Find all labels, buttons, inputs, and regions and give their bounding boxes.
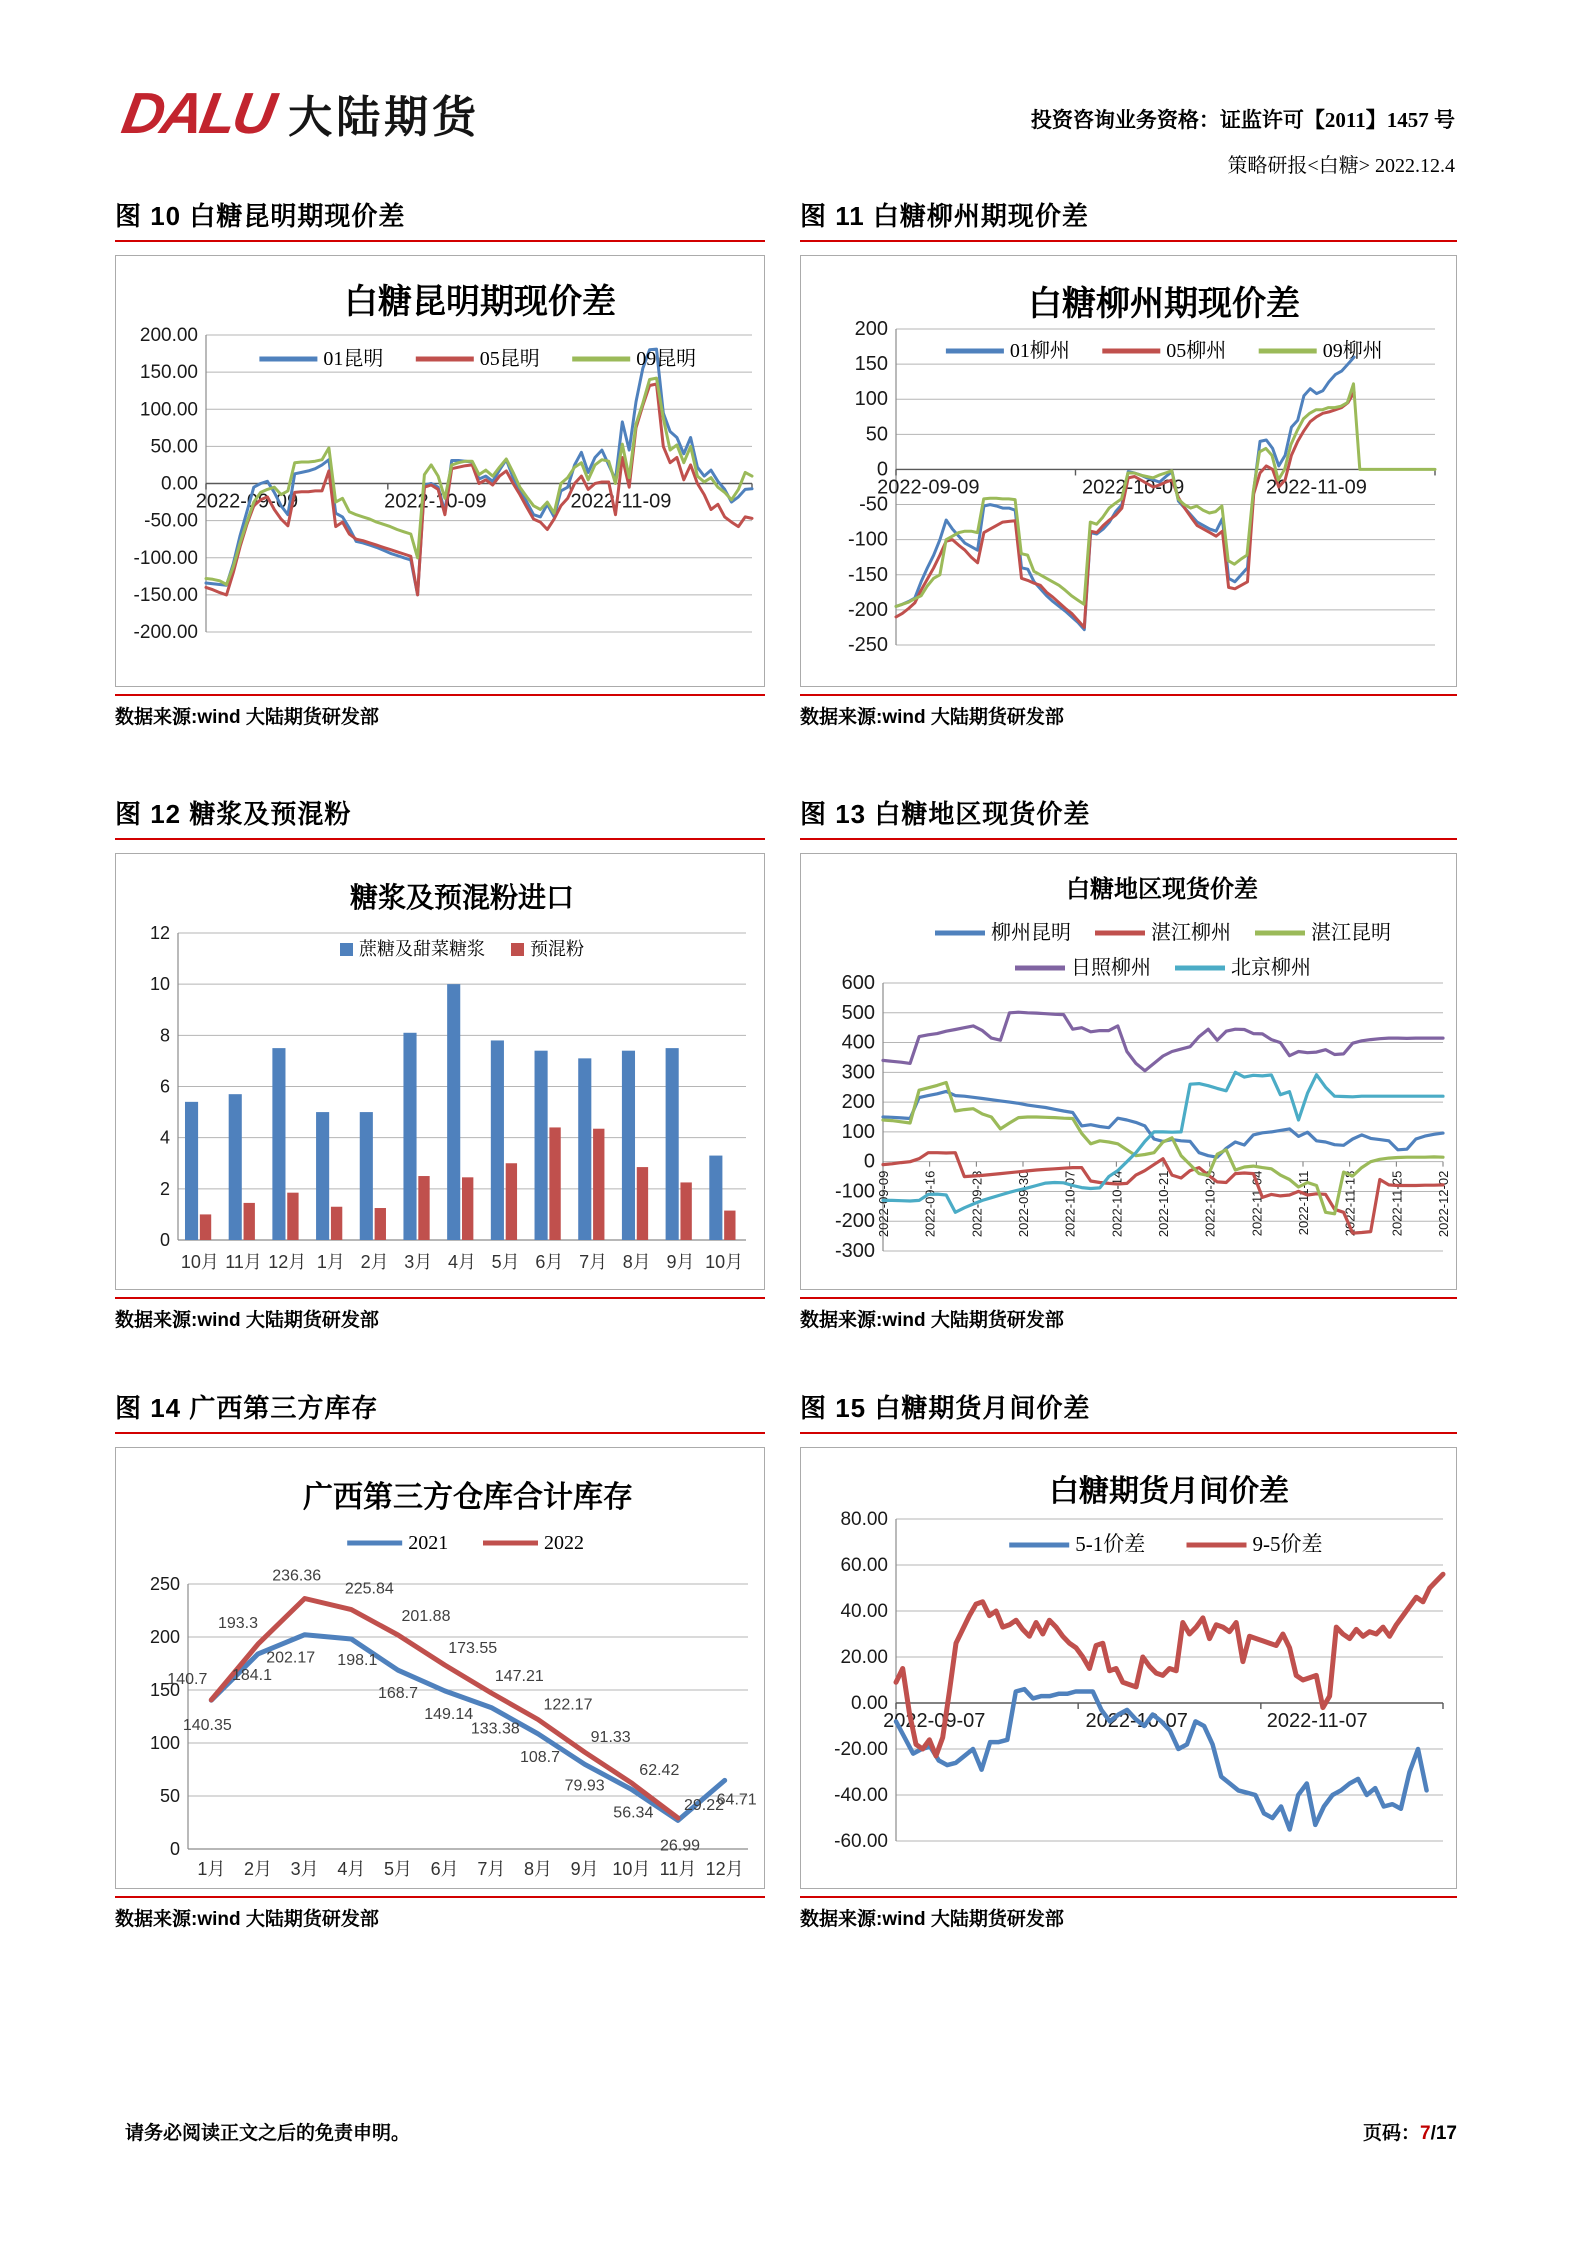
heading-rule <box>800 240 1457 242</box>
report-title-line: 策略研报<白糖> 2022.12.4 <box>1227 155 1455 177</box>
svg-text:7月: 7月 <box>579 1252 608 1272</box>
svg-text:400: 400 <box>841 1031 875 1054</box>
svg-text:2022-12-02: 2022-12-02 <box>1436 1170 1451 1238</box>
svg-text:250: 250 <box>149 1574 180 1594</box>
svg-text:-200: -200 <box>847 598 888 621</box>
data-source-label: 数据来源:wind 大陆期货研发部 <box>115 707 379 728</box>
svg-text:7月: 7月 <box>477 1859 506 1879</box>
svg-text:8月: 8月 <box>523 1859 553 1879</box>
svg-text:-60.00: -60.00 <box>834 1831 888 1852</box>
svg-text:168.7: 168.7 <box>377 1685 419 1703</box>
svg-text:9-5价差: 9-5价差 <box>1252 1532 1323 1556</box>
svg-text:蔗糖及甜菜糖浆: 蔗糖及甜菜糖浆 <box>359 939 485 959</box>
svg-text:2022-09-09: 2022-09-09 <box>876 1170 891 1238</box>
svg-text:9月: 9月 <box>666 1252 695 1272</box>
svg-text:糖浆及预混粉进口: 糖浆及预混粉进口 <box>349 883 575 914</box>
svg-text:2022-09-09: 2022-09-09 <box>877 476 980 499</box>
svg-text:62.42: 62.42 <box>639 1761 680 1779</box>
svg-text:-40.00: -40.00 <box>834 1785 888 1806</box>
svg-text:2022-10-21: 2022-10-21 <box>1156 1170 1171 1238</box>
svg-text:-250: -250 <box>847 634 888 656</box>
svg-text:预混粉: 预混粉 <box>530 939 584 959</box>
svg-text:4月: 4月 <box>447 1252 477 1272</box>
svg-text:108.7: 108.7 <box>519 1748 561 1766</box>
svg-text:50: 50 <box>159 1786 180 1806</box>
heading-rule <box>115 240 765 242</box>
svg-text:-20.00: -20.00 <box>834 1739 888 1760</box>
svg-text:2022-09-23: 2022-09-23 <box>969 1170 985 1238</box>
svg-text:5月: 5月 <box>383 1859 413 1879</box>
figure-15-chart-frame <box>800 1447 1457 1889</box>
svg-text:2022-09-30: 2022-09-30 <box>1016 1170 1031 1238</box>
svg-text:202.17: 202.17 <box>266 1649 316 1667</box>
svg-text:2022-10-07: 2022-10-07 <box>1085 1710 1188 1732</box>
svg-text:184.1: 184.1 <box>231 1666 273 1684</box>
svg-text:柳州昆明: 柳州昆明 <box>991 922 1071 944</box>
svg-text:500: 500 <box>841 1001 875 1024</box>
svg-text:5-1价差: 5-1价差 <box>1075 1532 1146 1556</box>
svg-text:10月: 10月 <box>180 1252 219 1272</box>
svg-text:100.00: 100.00 <box>139 399 198 421</box>
liuzhou-basis-chart <box>801 256 1456 686</box>
svg-text:广西第三方仓库合计库存: 广西第三方仓库合计库存 <box>303 1481 633 1514</box>
svg-text:150: 150 <box>854 353 888 376</box>
figure-10-section <box>115 196 765 729</box>
data-source-label: 数据来源:wind 大陆期货研发部 <box>800 1310 1064 1331</box>
svg-text:200: 200 <box>841 1091 875 1114</box>
header-meta <box>1031 104 1455 178</box>
svg-text:122.17: 122.17 <box>543 1696 593 1714</box>
svg-text:8月: 8月 <box>622 1252 651 1272</box>
svg-text:3月: 3月 <box>404 1252 433 1272</box>
svg-text:3月: 3月 <box>290 1859 319 1879</box>
guangxi-warehouse-inventory-chart <box>116 1448 764 1888</box>
chart-rule <box>800 1297 1457 1299</box>
svg-text:2月: 2月 <box>360 1252 389 1272</box>
data-source-label: 数据来源:wind 大陆期货研发部 <box>115 1909 379 1930</box>
svg-text:2022-10-09: 2022-10-09 <box>1082 476 1185 499</box>
svg-text:173.55: 173.55 <box>448 1640 498 1658</box>
svg-text:11月: 11月 <box>659 1859 697 1879</box>
svg-text:140.35: 140.35 <box>182 1717 232 1735</box>
svg-text:2022-10-28: 2022-10-28 <box>1202 1170 1218 1238</box>
svg-text:100: 100 <box>841 1120 875 1143</box>
svg-text:湛江昆明: 湛江昆明 <box>1311 922 1391 944</box>
logo-company-name: 大陆期货 <box>288 93 481 143</box>
figure-12-heading: 图 12 糖浆及预混粉 <box>115 799 352 829</box>
svg-text:150.00: 150.00 <box>139 362 198 384</box>
svg-text:0: 0 <box>159 1230 170 1250</box>
figure-12-chart-frame <box>115 853 765 1290</box>
svg-text:26.99: 26.99 <box>659 1837 701 1855</box>
heading-rule <box>115 1432 765 1434</box>
svg-text:0.00: 0.00 <box>161 473 198 495</box>
svg-text:2022-09-07: 2022-09-07 <box>883 1710 986 1732</box>
heading-rule <box>800 838 1457 840</box>
data-source-label: 数据来源:wind 大陆期货研发部 <box>800 1909 1064 1930</box>
svg-text:09柳州: 09柳州 <box>1322 340 1383 362</box>
page-number-current: 7 <box>1420 2123 1431 2144</box>
disclaimer-text: 请务必阅读正文之后的免责申明。 <box>125 2123 411 2144</box>
svg-text:12: 12 <box>149 923 170 943</box>
svg-text:80.00: 80.00 <box>840 1509 888 1530</box>
svg-text:149.14: 149.14 <box>424 1705 474 1723</box>
chart-rule <box>800 1896 1457 1898</box>
svg-text:11月: 11月 <box>225 1252 262 1272</box>
svg-text:29.22: 29.22 <box>683 1797 725 1815</box>
svg-text:-50: -50 <box>859 493 888 516</box>
figure-13-chart-frame <box>800 853 1457 1290</box>
svg-text:600: 600 <box>841 972 875 994</box>
svg-text:100: 100 <box>854 388 888 411</box>
svg-text:-300: -300 <box>834 1240 875 1262</box>
svg-text:12月: 12月 <box>705 1859 744 1879</box>
svg-text:2022-10-09: 2022-10-09 <box>384 490 487 513</box>
figure-13-heading: 图 13 白糖地区现货价差 <box>800 799 1091 829</box>
svg-text:2022-11-11: 2022-11-11 <box>1296 1170 1311 1236</box>
svg-text:2022-11-18: 2022-11-18 <box>1342 1170 1358 1237</box>
figure-11-chart-frame <box>800 255 1457 687</box>
svg-text:05柳州: 05柳州 <box>1166 340 1227 362</box>
syrup-premix-import-chart <box>116 854 764 1289</box>
svg-text:09昆明: 09昆明 <box>636 348 697 370</box>
svg-text:150: 150 <box>149 1680 180 1700</box>
figure-14-heading: 图 14 广西第三方库存 <box>115 1393 379 1423</box>
figure-11-heading: 图 11 白糖柳州期现价差 <box>800 201 1089 231</box>
svg-text:6月: 6月 <box>430 1859 459 1879</box>
svg-text:0: 0 <box>169 1839 180 1859</box>
kunming-basis-chart <box>116 256 764 686</box>
figure-14-section <box>115 1388 765 1931</box>
chart-rule <box>115 1297 765 1299</box>
svg-text:2022-11-07: 2022-11-07 <box>1266 1710 1368 1732</box>
svg-text:2022-10-07: 2022-10-07 <box>1062 1170 1078 1238</box>
svg-text:1月: 1月 <box>316 1252 345 1272</box>
svg-text:2月: 2月 <box>243 1859 273 1879</box>
svg-text:9月: 9月 <box>570 1859 599 1879</box>
svg-text:6: 6 <box>159 1076 170 1097</box>
svg-text:236.36: 236.36 <box>272 1567 322 1585</box>
svg-text:64.71: 64.71 <box>716 1791 757 1809</box>
chart-rule <box>115 1896 765 1898</box>
logo-dalu-wordmark: DALU <box>117 81 278 146</box>
svg-text:4: 4 <box>159 1127 170 1148</box>
svg-text:50: 50 <box>865 423 888 446</box>
svg-text:-150: -150 <box>847 563 888 586</box>
svg-text:0.00: 0.00 <box>851 1693 888 1714</box>
heading-rule <box>115 838 765 840</box>
svg-text:50.00: 50.00 <box>150 436 198 458</box>
svg-text:4月: 4月 <box>337 1859 366 1879</box>
svg-text:40.00: 40.00 <box>840 1601 888 1622</box>
svg-text:300: 300 <box>841 1061 875 1084</box>
svg-text:-200: -200 <box>834 1210 875 1233</box>
svg-text:10月: 10月 <box>705 1252 744 1272</box>
svg-text:198.1: 198.1 <box>337 1652 378 1670</box>
svg-text:2022: 2022 <box>544 1532 584 1554</box>
svg-text:0: 0 <box>876 458 888 481</box>
svg-text:白糖期货月间价差: 白糖期货月间价差 <box>1049 1475 1289 1508</box>
svg-text:05昆明: 05昆明 <box>479 348 540 370</box>
svg-text:白糖地区现货价差: 白糖地区现货价差 <box>1066 877 1258 903</box>
svg-text:白糖柳州期现价差: 白糖柳州期现价差 <box>1028 286 1300 323</box>
svg-text:6月: 6月 <box>535 1252 564 1272</box>
svg-text:-100: -100 <box>847 528 888 551</box>
svg-text:2022-11-09: 2022-11-09 <box>570 490 672 513</box>
svg-text:200.00: 200.00 <box>139 325 198 346</box>
svg-text:2022-11-09: 2022-11-09 <box>1266 476 1367 499</box>
svg-text:2022-09-09: 2022-09-09 <box>195 490 299 513</box>
svg-text:01柳州: 01柳州 <box>1009 340 1070 362</box>
figure-14-chart-frame <box>115 1447 765 1889</box>
figure-15-section <box>800 1388 1457 1931</box>
svg-text:-200.00: -200.00 <box>133 622 198 643</box>
svg-text:1月: 1月 <box>197 1859 226 1879</box>
svg-text:2: 2 <box>159 1178 170 1199</box>
figure-10-heading: 图 10 白糖昆明期现价差 <box>115 201 406 231</box>
svg-text:133.38: 133.38 <box>470 1720 520 1738</box>
company-logo <box>117 81 481 146</box>
svg-text:193.3: 193.3 <box>217 1615 259 1633</box>
svg-text:10: 10 <box>149 974 170 995</box>
svg-text:-50.00: -50.00 <box>144 510 198 532</box>
data-source-label: 数据来源:wind 大陆期货研发部 <box>115 1310 379 1331</box>
svg-text:日照柳州: 日照柳州 <box>1071 957 1151 979</box>
svg-text:2021: 2021 <box>408 1532 449 1554</box>
calendar-spread-chart <box>801 1448 1456 1888</box>
svg-text:-100.00: -100.00 <box>133 547 198 569</box>
svg-text:白糖昆明期现价差: 白糖昆明期现价差 <box>344 284 616 321</box>
svg-text:8: 8 <box>159 1025 170 1046</box>
svg-text:2022-09-16: 2022-09-16 <box>922 1170 938 1238</box>
svg-text:湛江柳州: 湛江柳州 <box>1151 922 1231 944</box>
qualification-line: 投资咨询业务资格：证监许可【2011】1457 号 <box>1030 108 1455 132</box>
chart-rule <box>115 694 765 696</box>
svg-text:56.34: 56.34 <box>613 1804 654 1822</box>
figure-15-heading: 图 15 白糖期货月间价差 <box>800 1393 1091 1423</box>
figure-10-chart-frame <box>115 255 765 687</box>
svg-text:2022-10-14: 2022-10-14 <box>1109 1170 1125 1238</box>
svg-text:201.88: 201.88 <box>401 1608 451 1626</box>
heading-rule <box>800 1432 1457 1434</box>
svg-text:12月: 12月 <box>268 1252 307 1272</box>
svg-text:-100: -100 <box>834 1180 875 1203</box>
svg-text:100: 100 <box>149 1733 180 1753</box>
chart-rule <box>800 694 1457 696</box>
figure-12-section <box>115 794 765 1332</box>
data-source-label: 数据来源:wind 大陆期货研发部 <box>800 707 1064 728</box>
figure-13-section <box>800 794 1457 1332</box>
svg-text:2022-11-25: 2022-11-25 <box>1389 1170 1405 1237</box>
svg-text:60.00: 60.00 <box>840 1555 888 1576</box>
svg-text:5月: 5月 <box>491 1252 520 1272</box>
svg-text:225.84: 225.84 <box>344 1580 394 1598</box>
svg-text:79.93: 79.93 <box>564 1777 605 1795</box>
svg-text:01昆明: 01昆明 <box>323 348 384 370</box>
svg-text:0: 0 <box>863 1150 875 1173</box>
page-number: 页码：7/17 <box>1362 2123 1457 2144</box>
figure-11-section <box>800 196 1457 729</box>
svg-text:140.7: 140.7 <box>167 1670 208 1688</box>
svg-text:-150.00: -150.00 <box>133 584 198 606</box>
svg-text:91.33: 91.33 <box>590 1729 631 1747</box>
svg-text:北京柳州: 北京柳州 <box>1231 957 1311 979</box>
svg-text:10月: 10月 <box>612 1859 651 1879</box>
regional-spot-spread-chart <box>801 854 1456 1289</box>
svg-text:20.00: 20.00 <box>840 1647 888 1668</box>
svg-text:147.21: 147.21 <box>494 1667 544 1685</box>
svg-text:200: 200 <box>149 1627 180 1647</box>
svg-text:2022-11-04: 2022-11-04 <box>1249 1170 1265 1237</box>
svg-text:200: 200 <box>854 318 888 340</box>
